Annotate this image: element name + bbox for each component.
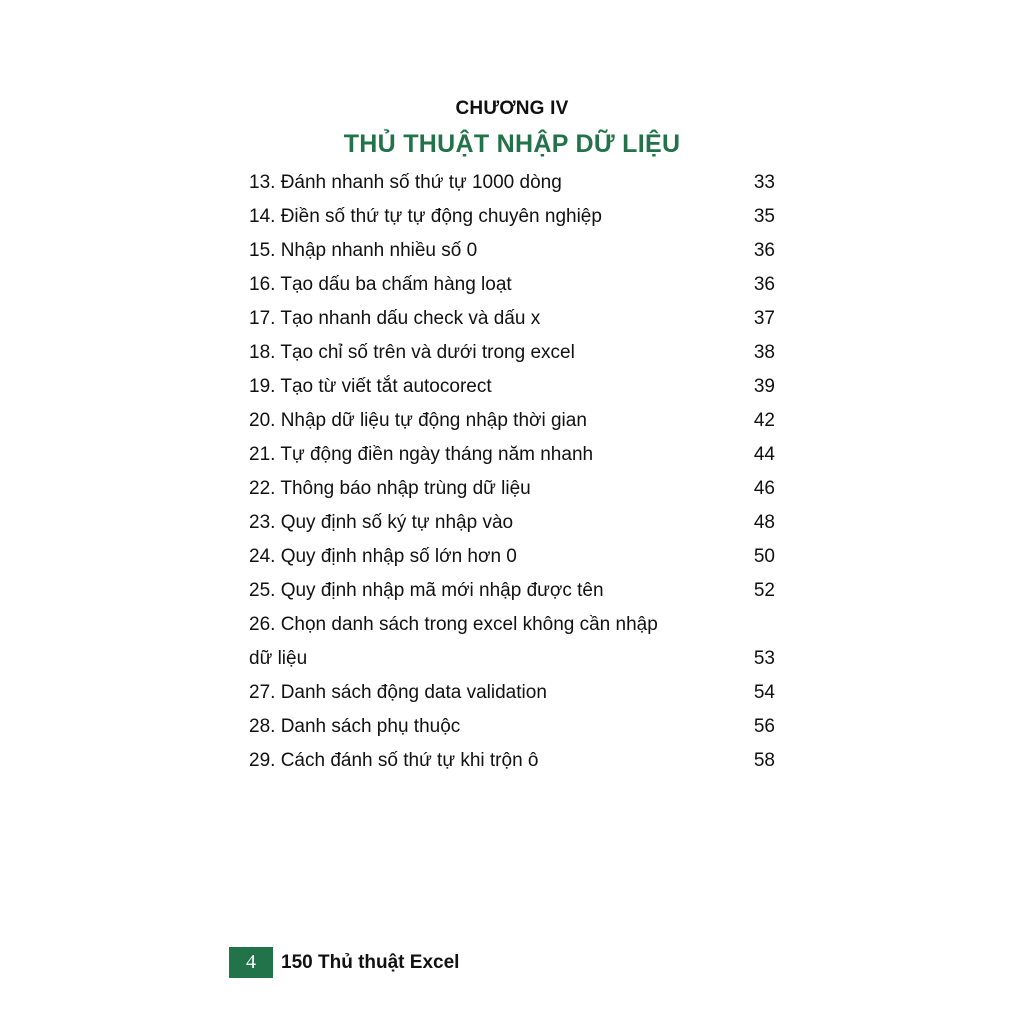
- page-footer: [229, 947, 459, 978]
- toc-entry: [249, 408, 775, 442]
- toc-entry-page: 50: [753, 546, 775, 567]
- toc-entry-title: 20. Nhập dữ liệu tự động nhập thời gian: [249, 410, 587, 431]
- toc-entry-title: 25. Quy định nhập mã mới nhập được tên: [249, 580, 604, 601]
- toc-entry-title: 14. Điền số thứ tự tự động chuyên nghiệp: [249, 206, 602, 227]
- toc-entry-page: 48: [753, 512, 775, 533]
- toc-entry-page: 33: [753, 172, 775, 193]
- toc-entry-page: 37: [753, 308, 775, 329]
- toc-entry-page: 52: [753, 580, 775, 601]
- toc-entry: [249, 272, 775, 306]
- toc-entry-page: 42: [753, 410, 775, 431]
- toc-entry-page: 35: [753, 206, 775, 227]
- toc-entry: [249, 544, 775, 578]
- chapter-title: THỦ THUẬT NHẬP DỮ LIỆU: [343, 130, 681, 158]
- toc-entry-title: 29. Cách đánh số thứ tự khi trộn ô: [249, 750, 539, 771]
- toc-entry-page: 39: [753, 376, 775, 397]
- toc-entry-page: 46: [753, 478, 775, 499]
- toc-entry-title: 16. Tạo dấu ba chấm hàng loạt: [249, 274, 512, 295]
- toc-entry-page: 53: [753, 648, 775, 669]
- toc-entry-page: 36: [753, 274, 775, 295]
- toc-entry: [249, 578, 775, 612]
- toc-entry-title: 27. Danh sách động data validation: [249, 682, 547, 703]
- toc-entry-page: 38: [753, 342, 775, 363]
- toc-entry: [249, 204, 775, 238]
- toc-entry-title: 17. Tạo nhanh dấu check và dấu x: [249, 308, 541, 329]
- table-of-contents: [249, 170, 775, 782]
- toc-entry: [249, 680, 775, 714]
- toc-entry-page: 54: [753, 682, 775, 703]
- toc-entry: [249, 340, 775, 374]
- toc-entry-title: dữ liệu: [249, 648, 308, 669]
- toc-entry-page: 44: [753, 444, 775, 465]
- toc-entry-title: 28. Danh sách phụ thuộc: [249, 716, 461, 737]
- toc-entry: [249, 442, 775, 476]
- toc-entry-title: 18. Tạo chỉ số trên và dưới trong excel: [249, 342, 575, 363]
- page-number-badge: 4: [229, 947, 273, 978]
- toc-entry: [249, 170, 775, 204]
- toc-entry: [249, 238, 775, 272]
- toc-entry-title: 22. Thông báo nhập trùng dữ liệu: [249, 478, 531, 499]
- toc-entry-title: 23. Quy định số ký tự nhập vào: [249, 512, 514, 533]
- toc-entry-title: 19. Tạo từ viết tắt autocorect: [249, 376, 492, 397]
- toc-entry-title: 24. Quy định nhập số lớn hơn 0: [249, 546, 517, 567]
- toc-entry-page: 36: [753, 240, 775, 261]
- toc-entry-page: 58: [753, 750, 775, 771]
- toc-entry: [249, 714, 775, 748]
- toc-entry: [249, 374, 775, 408]
- toc-entry: [249, 612, 775, 646]
- toc-entry-title: 13. Đánh nhanh số thứ tự 1000 dòng: [249, 172, 562, 193]
- toc-entry-continuation: [249, 646, 775, 680]
- toc-entry: [249, 476, 775, 510]
- chapter-label: CHƯƠNG IV: [455, 98, 569, 119]
- toc-entry-title: 21. Tự động điền ngày tháng năm nhanh: [249, 444, 594, 465]
- toc-entry-page: 56: [753, 716, 775, 737]
- toc-entry: [249, 306, 775, 340]
- toc-entry-title: 26. Chọn danh sách trong excel không cần nhập: [249, 614, 658, 635]
- toc-entry: [249, 510, 775, 544]
- book-title: 150 Thủ thuật Excel: [281, 951, 460, 973]
- toc-entry: [249, 748, 775, 782]
- toc-entry-title: 15. Nhập nhanh nhiều số 0: [249, 240, 478, 261]
